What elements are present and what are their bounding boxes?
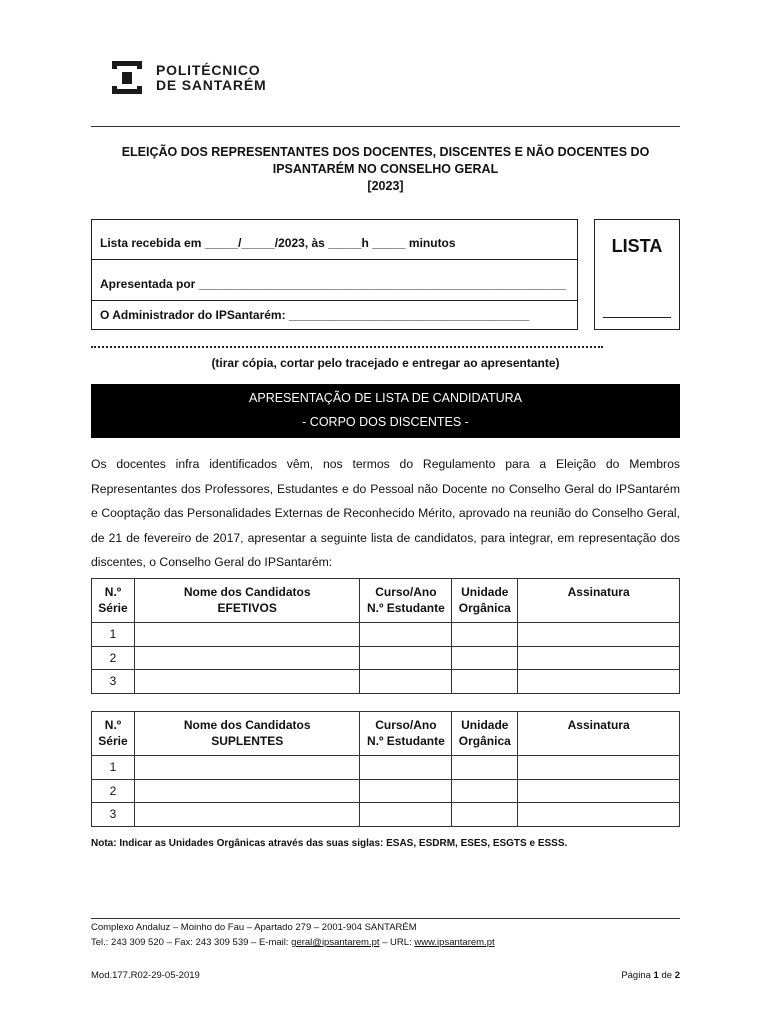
received-date-field[interactable]: Lista recebida em _____/_____/2023, às _____h _____ minutos — [100, 236, 456, 250]
table-header-row — [92, 579, 680, 623]
header-divider — [91, 126, 680, 127]
presented-by-field[interactable]: Apresentada por _______________________________________________________ — [100, 277, 566, 291]
table-header-row — [92, 712, 680, 756]
table-row: 1 — [92, 623, 680, 647]
cut-instruction: (tirar cópia, cortar pelo tracejado e entregar ao apresentante) — [211, 356, 560, 370]
footer-contacts: Tel.: 243 309 520 – Fax: 243 309 539 – E-mail: geral@ipsantarem.pt – URL: www.ipsantarem.pt — [91, 937, 495, 948]
url-link[interactable]: www.ipsantarem.pt — [414, 937, 495, 948]
footer-address: Complexo Andaluz – Moinho do Fau – Apartado 279 – 2001-904 SANTARÉM — [91, 922, 417, 933]
col-assinatura: Assinatura — [518, 579, 680, 623]
logo-icon — [110, 61, 144, 95]
reception-box — [91, 219, 578, 330]
form-code: Mod.177.R02-29-05-2019 — [91, 970, 200, 981]
table-row: 3 — [92, 670, 680, 694]
lista-number-box — [594, 219, 680, 330]
logo-text: POLITÉCNICO DE SANTARÉM — [156, 62, 267, 93]
page-number: Página 1 de 2 — [621, 970, 680, 981]
lista-label: LISTA — [611, 236, 663, 256]
cut-line — [91, 346, 603, 348]
col-serie: N.º Série — [92, 712, 135, 756]
efetivos-table — [91, 578, 680, 694]
col-unidade: Unidade Orgânica — [452, 712, 518, 756]
section-banner: APRESENTAÇÃO DE LISTA DE CANDIDATURA - CORPO DOS DISCENTES - — [91, 384, 680, 438]
email-link[interactable]: geral@ipsantarem.pt — [291, 937, 380, 948]
administrator-field[interactable]: O Administrador do IPSantarém: ____________________________________ — [100, 308, 530, 322]
intro-paragraph: Os docentes infra identificados vêm, nos termos do Regulamento para a Eleição do Membros Representantes dos Professores, Estudantes e do Pessoal não Docente no Conselho Geral do IPSantarém e Cooptação das Personalidades Externas de Reconhecido Mérito, aprovado na reunião do Conselho Geral, de 21 de fevereiro de 2017, apresentar a seguinte lista de candidatos, para integrar, em representação dos discentes, o Conselho Geral do IPSantarém: — [91, 457, 680, 570]
col-unidade: Unidade Orgânica — [452, 579, 518, 623]
institution-logo — [110, 60, 266, 96]
col-assinatura: Assinatura — [518, 712, 680, 756]
table-row: 2 — [92, 646, 680, 670]
table-row: 3 — [92, 803, 680, 827]
document-title: ELEIÇÃO DOS REPRESENTANTES DOS DOCENTES, DISCENTES E NÃO DOCENTES DO IPSANTARÉM NO CONSELHO GERAL [2023] — [121, 145, 650, 193]
col-nome: Nome dos Candidatos EFETIVOS — [134, 579, 359, 623]
table-row: 1 — [92, 756, 680, 780]
note: Nota: Indicar as Unidades Orgânicas através das suas siglas: ESAS, ESDRM, ESES, ESGTS e ESSS. — [91, 838, 568, 849]
lista-number-line[interactable] — [603, 317, 671, 318]
col-curso: Curso/Ano N.º Estudante — [360, 712, 452, 756]
suplentes-table — [91, 711, 680, 827]
footer-divider — [91, 918, 680, 919]
table-row: 2 — [92, 779, 680, 803]
col-nome: Nome dos Candidatos SUPLENTES — [134, 712, 360, 756]
col-serie: N.º Série — [92, 579, 135, 623]
col-curso: Curso/Ano N.º Estudante — [360, 579, 452, 623]
